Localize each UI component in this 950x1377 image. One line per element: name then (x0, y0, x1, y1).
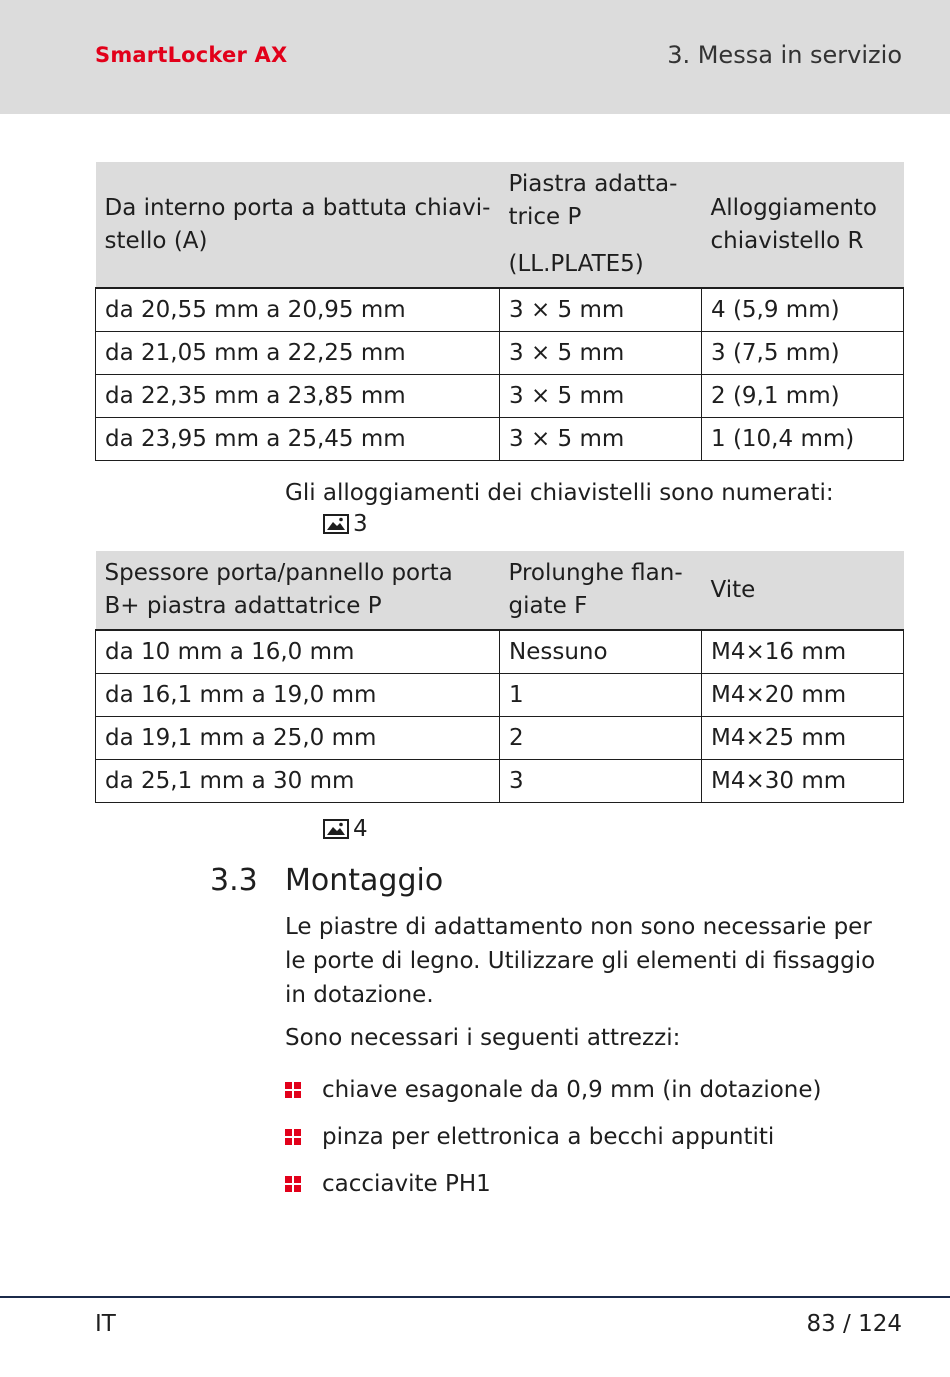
table-cell: 1 (10,4 mm) (702, 418, 904, 461)
list-item-text: cacciavite PH1 (322, 1170, 491, 1197)
table-row (96, 760, 904, 803)
note-text: Gli alloggiamenti dei chiavistelli sono numerati: (285, 480, 834, 506)
header-cell-subtext: (LL.PLATE5) (508, 251, 644, 277)
header-cell: Spessore porta/pannello porta B+ piastra adattatrice P (96, 551, 500, 630)
latch-table (95, 162, 904, 461)
table-cell: M4×30 mm (702, 760, 904, 803)
table-row (96, 375, 904, 418)
screw-table (95, 551, 904, 803)
table-cell: 3 (500, 760, 702, 803)
table-row (96, 418, 904, 461)
table-cell: 3 × 5 mm (500, 288, 702, 332)
table-cell: Nessuno (500, 630, 702, 674)
table-cell: M4×25 mm (702, 717, 904, 760)
header-cell-text: Piastra adatta-trice P (508, 171, 678, 230)
table-cell: 3 × 5 mm (500, 332, 702, 375)
table-cell: 3 (7,5 mm) (702, 332, 904, 375)
table-cell: da 19,1 mm a 25,0 mm (96, 717, 500, 760)
section-paragraph: Le piastre di adattamento non sono necessarie per le porte di legno. Utilizzare gli elementi di fissaggio in dotazione. (285, 914, 876, 1008)
table-row (96, 674, 904, 717)
table-cell: da 21,05 mm a 22,25 mm (96, 332, 500, 375)
list-item (285, 1113, 822, 1160)
table-cell: da 22,35 mm a 23,85 mm (96, 375, 500, 418)
image-icon (323, 819, 349, 839)
table-row (96, 630, 904, 674)
table-cell: M4×16 mm (702, 630, 904, 674)
section-number: 3.3 (210, 863, 258, 898)
table-row (96, 717, 904, 760)
table-row (96, 332, 904, 375)
table-cell: da 25,1 mm a 30 mm (96, 760, 500, 803)
tools-intro: Sono necessari i seguenti attrezzi: (285, 1025, 681, 1051)
figure-number: 3 (353, 511, 368, 537)
figure-reference (323, 816, 368, 842)
header-cell: Alloggiamento chiavistello R (702, 162, 904, 288)
table-cell: 4 (5,9 mm) (702, 288, 904, 332)
section-title: Montaggio (285, 863, 444, 898)
header-cell (500, 162, 702, 288)
table-cell: da 20,55 mm a 20,95 mm (96, 288, 500, 332)
figure-number: 4 (353, 816, 368, 842)
table-header-row (96, 551, 904, 630)
footer-divider (0, 1296, 950, 1298)
page-header (0, 0, 950, 114)
language-code: IT (95, 1311, 116, 1337)
header-cell: Vite (702, 551, 904, 630)
table-cell: 1 (500, 674, 702, 717)
table-cell: M4×20 mm (702, 674, 904, 717)
image-icon (323, 514, 349, 534)
table-row (96, 288, 904, 332)
table-cell: da 23,95 mm a 25,45 mm (96, 418, 500, 461)
bullet-icon (285, 1129, 301, 1145)
header-cell: Da interno porta a battuta chiavi-stello (A) (96, 162, 500, 288)
table-cell: 2 (9,1 mm) (702, 375, 904, 418)
bullet-icon (285, 1082, 301, 1098)
table-cell: da 10 mm a 16,0 mm (96, 630, 500, 674)
header-cell: Prolunghe flan-giate F (500, 551, 702, 630)
table-header-row (96, 162, 904, 288)
chapter-title: 3. Messa in servizio (667, 41, 902, 69)
list-item (285, 1160, 822, 1207)
table-cell: 3 × 5 mm (500, 375, 702, 418)
figure-reference (323, 511, 368, 537)
page-number: 83 / 124 (806, 1311, 902, 1337)
table-cell: 2 (500, 717, 702, 760)
table-cell: 3 × 5 mm (500, 418, 702, 461)
brand-name: SmartLocker AX (95, 43, 288, 67)
bullet-icon (285, 1176, 301, 1192)
tools-list (285, 1066, 822, 1207)
list-item-text: pinza per elettronica a becchi appuntiti (322, 1123, 775, 1150)
list-item-text: chiave esagonale da 0,9 mm (in dotazione) (322, 1076, 822, 1103)
table-cell: da 16,1 mm a 19,0 mm (96, 674, 500, 717)
list-item (285, 1066, 822, 1113)
